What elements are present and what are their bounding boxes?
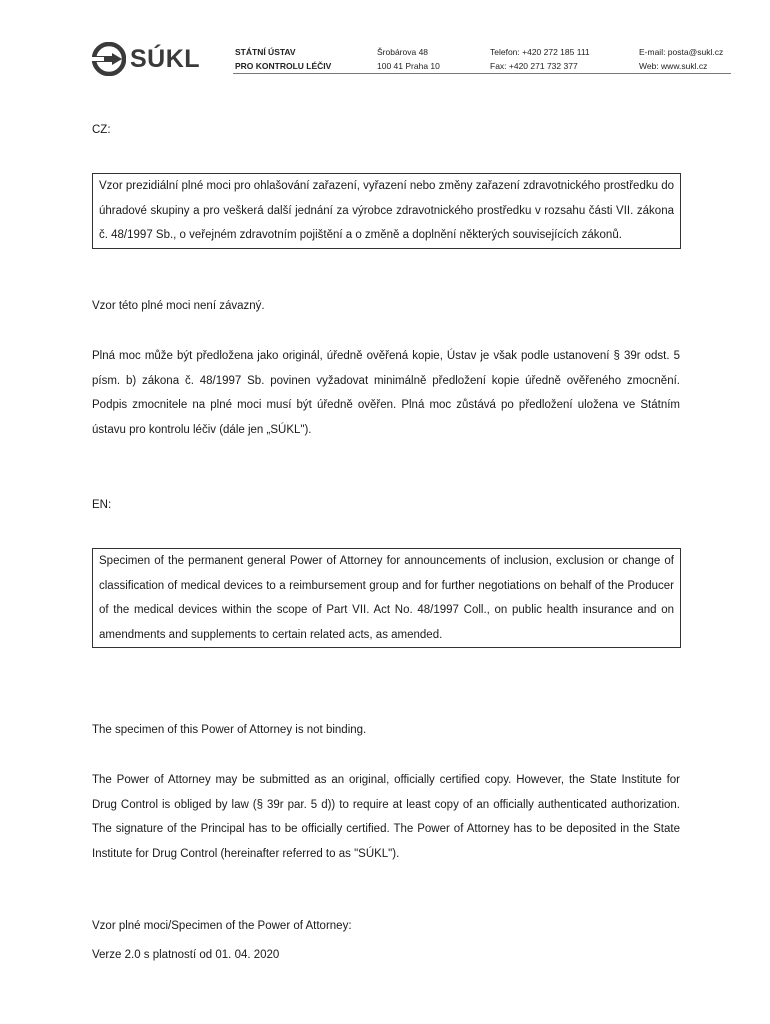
en-specimen-box: Specimen of the permanent general Power of Attorney for announcements of inclusion, exclusion or change of classification of medical devices to a reimbursement group and for further negotiations on behalf of the Producer of the medical devices within the scope of Part VII. Act No. 48/1997 Coll., on public health insurance and on amendments and supplements to certain related acts, as amended.	[92, 548, 681, 648]
en-not-binding: The specimen of this Power of Attorney is not binding.	[92, 724, 367, 736]
institute-address: Šrobárova 48 100 41 Praha 10	[377, 47, 440, 71]
cz-section-label: CZ:	[92, 124, 111, 136]
specimen-title: Vzor plné moci/Specimen of the Power of Attorney:	[92, 920, 352, 932]
version-note: Verze 2.0 s platností od 01. 04. 2020	[92, 949, 280, 961]
institute-contact: E-mail: posta@sukl.cz Web: www.sukl.cz	[639, 47, 724, 71]
cz-paragraph: Plná moc může být předložena jako originál, úředně ověřená kopie, Ústav je však podle ustanovení § 39r odst. 5 písm. b) zákona č. 48/1997 Sb. povinen vyžadovat minimálně předložení kopie úředně ověřeného zmocnění. Podpis zmocnitele na plné moci musí být úředně ověřen. Plná moc zůstává po předložení uložena ve Státním ústavu pro kontrolu léčiv (dále jen „SÚKL").	[92, 350, 680, 436]
cz-specimen-box: Vzor prezidiální plné moci pro ohlašování zařazení, vyřazení nebo změny zařazení zdravotnického prostředku do úhradové skupiny a pro veškerá další jednání za výrobce zdravotnického prostředku v rozsahu části VII. zákona č. 48/1997 Sb., o veřejném zdravotním pojištění a o změně a doplnění některých souvisejících zákonů.	[92, 173, 681, 249]
cz-not-binding: Vzor této plné moci není závazný.	[92, 300, 265, 312]
header-divider	[233, 73, 731, 74]
en-paragraph: The Power of Attorney may be submitted as an original, officially certified copy. However, the State Institute for Drug Control is obliged by law (§ 39r par. 5 d)) to require at least copy of an officially authenticated authorization. The signature of the Principal has to be officially certified. The Power of Attorney has to be deposited in the State Institute for Drug Control (hereinafter referred to as "SÚKL").	[92, 774, 680, 860]
institute-name: STÁTNÍ ÚSTAV PRO KONTROLU LÉČIV	[235, 47, 332, 71]
sukl-logo	[92, 42, 200, 76]
sukl-logo-icon	[92, 42, 126, 76]
institute-phone: Telefon: +420 272 185 111 Fax: +420 271 732 377	[490, 47, 590, 71]
logo-text: SÚKL	[130, 44, 201, 73]
en-section-label: EN:	[92, 499, 112, 511]
letterhead	[0, 0, 770, 80]
